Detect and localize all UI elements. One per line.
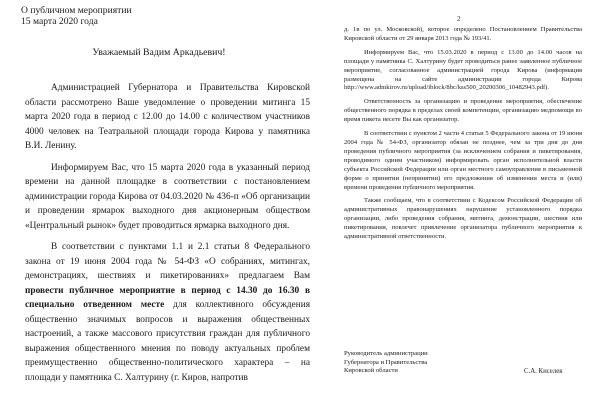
letter-page-2 xyxy=(318,0,589,400)
paragraph: Информируем Вас, что 15 марта 2020 года в указанный период времени на данной площадке в соответствии с постановлением администрации города Кирова от 04.03.2020 № 436-п «Об организации и проведении ярмарок выходного дня акционерным обществом «Центральный рынок» будет проводиться ярмарка выходного дня. xyxy=(25,162,310,231)
paragraph: В соответствии с пунктом 2 части 4 статьи 5 Федерального закона от 19 июня 2004 года № 54-ФЗ, организатор обязан не позднее, чем за три дня до дня проведения публичного мероприятия (за исключением собрания и пикетирования, проводимого одним участником) информировать орган исполнительной власти субъекта Российской Федерации или орган местного самоуправления в письменной форме о принятии (непринятии) его предложения об изменении места и (или) времени проведения публичного мероприятия. xyxy=(344,130,582,191)
paragraph: д. 1в по ул. Московской), которое определено Постановлением Правительства Кировской области от 29 января 2013 года № 193/41. xyxy=(344,26,582,42)
letter-subject: О публичном мероприятии xyxy=(21,5,132,16)
greeting: Уважаемый Вадим Аркадьевич! xyxy=(92,47,226,58)
signatory-position-line: Руководитель администрации xyxy=(344,350,428,357)
signatory-position xyxy=(344,350,428,376)
paragraph-text: В соответствии с пунктами 1.1 и 2.1 статьи 8 Федерального закона от 19 июня 2004 года № 54-ФЗ «О собраниях, митингах, демонстрациях, шествиях и пикетированиях» предлагаем Вам xyxy=(25,242,310,281)
paragraph: Администрацией Губернатора и Правительства Кировской области рассмотрено Ваше уведомление о проведении митинга 15 марта 2020 года в период с 12.00 до 14.00 с количеством участников 4000 человек на Театральной площади города Кирова у памятника В.И. Ленину. xyxy=(25,83,310,151)
page-number: 2 xyxy=(457,15,461,23)
paragraph: Ответственность за организацию и проведение мероприятия, обеспечение общественного порядка в пределах своей компетенции, организацию медпомощи во время пикета несете Вы как организатор. xyxy=(344,98,582,124)
signatory-position-line: Кировской области xyxy=(344,367,398,374)
paragraph: Также сообщаем, что в соответствии с Кодексом Российской Федерации об административных правонарушениях нарушение установленного порядка организации, либо проведения собрания, митинга, демонстрации, шествия или пикетирования, повлечет привлечение организатора публичного мероприятия к административной ответственности. xyxy=(344,197,582,241)
highlighted-proposal: провести публичное мероприятие в период с 14.30 до 16.30 в специально отведенном месте xyxy=(25,285,310,310)
letter-header xyxy=(21,5,132,27)
paragraph: Информируем Вас, что 15.03.2020 в период с 13.00 до 14.00 часов на площади у памятника С. Халтурину будет проводиться ранее заявленное публичное мероприятие, согласованное администрацией города Кирова (информация размещена на сайте администрации города Кирова http://www.admkirov.ru/upload/iblock/8bc/kss500_20200306_10482943.pdf). xyxy=(344,48,582,92)
letter-body-page-2 xyxy=(344,26,582,247)
paragraph xyxy=(25,240,310,385)
signatory-name: С.А. Киселев xyxy=(524,368,563,375)
letter-body-page-1 xyxy=(25,81,310,392)
signatory-position-line: Губернатора и Правительства xyxy=(344,358,428,366)
paragraph-text: для коллективного обсуждения общественно значимых вопросов и выражения общественных настроений, а также массового присутствия граждан для публичного выражения общественного мнения по поводу актуальных проблем преимущественно общественно-политического характера – на площади у памятника С. Халтурину (г. Киров, напротив xyxy=(25,300,310,383)
letter-date: 15 марта 2020 года xyxy=(21,16,98,27)
